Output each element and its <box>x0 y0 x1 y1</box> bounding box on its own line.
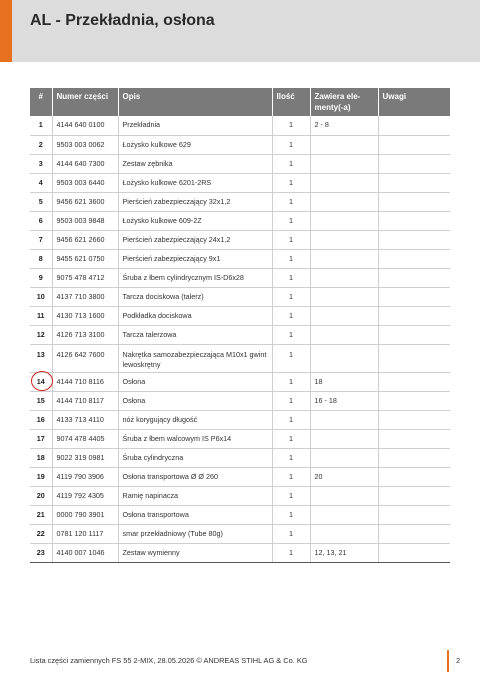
cell-description: smar przekładniowy (Tube 80g) <box>118 524 272 543</box>
table-row <box>30 410 450 429</box>
table-row <box>30 524 450 543</box>
page-header <box>0 0 480 62</box>
cell-row-num: 23 <box>30 543 52 562</box>
cell-description: Ramię napinacza <box>118 486 272 505</box>
cell-contains <box>310 154 378 173</box>
cell-contains <box>310 173 378 192</box>
cell-notes <box>378 391 450 410</box>
page-title: AL - Przekładnia, osłona <box>30 12 215 29</box>
cell-part-number: 9022 319 0981 <box>52 448 118 467</box>
table-row <box>30 391 450 410</box>
cell-row-num: 22 <box>30 524 52 543</box>
cell-quantity: 1 <box>272 268 310 287</box>
cell-description: Tarcza talerzowa <box>118 325 272 344</box>
cell-notes <box>378 410 450 429</box>
cell-contains: 18 <box>310 372 378 391</box>
cell-quantity: 1 <box>272 249 310 268</box>
cell-notes <box>378 306 450 325</box>
cell-part-number: 4126 642 7600 <box>52 344 118 372</box>
cell-part-number: 9503 003 6440 <box>52 173 118 192</box>
cell-contains <box>310 505 378 524</box>
cell-description: Osłona <box>118 372 272 391</box>
table-row <box>30 325 450 344</box>
cell-part-number: 4144 710 8117 <box>52 391 118 410</box>
cell-notes <box>378 344 450 372</box>
circled-item-number <box>37 377 45 387</box>
page-number: 2 <box>456 656 461 665</box>
table-row <box>30 306 450 325</box>
cell-description: Pierścień zabezpieczający 24x1,2 <box>118 230 272 249</box>
cell-part-number: 4137 710 3800 <box>52 287 118 306</box>
cell-contains <box>310 344 378 372</box>
cell-row-num: 9 <box>30 268 52 287</box>
cell-description: Osłona <box>118 391 272 410</box>
table-row <box>30 467 450 486</box>
cell-contains <box>310 249 378 268</box>
cell-description: nóż korygujący długość <box>118 410 272 429</box>
cell-description: Śruba cylindryczna <box>118 448 272 467</box>
table-row <box>30 192 450 211</box>
cell-row-num: 4 <box>30 173 52 192</box>
table-row <box>30 486 450 505</box>
cell-quantity: 1 <box>272 325 310 344</box>
table-row <box>30 505 450 524</box>
cell-notes <box>378 467 450 486</box>
cell-description: Pierścień zabezpieczający 9x1 <box>118 249 272 268</box>
table-row <box>30 135 450 154</box>
cell-contains <box>310 287 378 306</box>
table-header-row <box>30 88 450 116</box>
cell-notes <box>378 192 450 211</box>
cell-row-num: 12 <box>30 325 52 344</box>
table-row <box>30 344 450 372</box>
cell-notes <box>378 173 450 192</box>
cell-part-number: 4119 790 3906 <box>52 467 118 486</box>
cell-part-number: 9503 003 0062 <box>52 135 118 154</box>
cell-part-number: 9074 478 4405 <box>52 429 118 448</box>
cell-description: Tarcza dociskowa (talerz) <box>118 287 272 306</box>
table-row <box>30 543 450 562</box>
cell-description: Śruba z łbem walcowym IS P6x14 <box>118 429 272 448</box>
table-row <box>30 249 450 268</box>
cell-row-num: 7 <box>30 230 52 249</box>
cell-contains: 16 - 18 <box>310 391 378 410</box>
accent-bar <box>0 0 12 62</box>
cell-contains <box>310 230 378 249</box>
column-header-description: Opis <box>118 88 272 116</box>
cell-notes <box>378 372 450 391</box>
cell-quantity: 1 <box>272 287 310 306</box>
cell-notes <box>378 249 450 268</box>
cell-quantity: 1 <box>272 391 310 410</box>
cell-part-number: 9503 003 9848 <box>52 211 118 230</box>
cell-row-num: 16 <box>30 410 52 429</box>
cell-quantity: 1 <box>272 372 310 391</box>
column-header-contains: Zawiera ele- menty(-a) <box>310 88 378 116</box>
cell-quantity: 1 <box>272 344 310 372</box>
cell-notes <box>378 154 450 173</box>
cell-notes <box>378 486 450 505</box>
cell-part-number: 9456 621 2660 <box>52 230 118 249</box>
cell-part-number: 4144 640 0100 <box>52 116 118 135</box>
table-row <box>30 372 450 391</box>
cell-description: Osłona transportowa <box>118 505 272 524</box>
cell-part-number: 9456 621 3600 <box>52 192 118 211</box>
cell-notes <box>378 116 450 135</box>
cell-part-number: 4126 713 3100 <box>52 325 118 344</box>
cell-notes <box>378 211 450 230</box>
cell-quantity: 1 <box>272 505 310 524</box>
cell-quantity: 1 <box>272 135 310 154</box>
cell-description: Łożysko kulkowe 609-2Z <box>118 211 272 230</box>
cell-quantity: 1 <box>272 211 310 230</box>
cell-part-number: 0781 120 1117 <box>52 524 118 543</box>
cell-quantity: 1 <box>272 524 310 543</box>
cell-part-number: 9075 478 4712 <box>52 268 118 287</box>
cell-part-number: 9455 621 0750 <box>52 249 118 268</box>
cell-row-num: 20 <box>30 486 52 505</box>
cell-notes <box>378 543 450 562</box>
cell-contains <box>310 524 378 543</box>
table-row <box>30 211 450 230</box>
table-row <box>30 287 450 306</box>
cell-notes <box>378 429 450 448</box>
cell-quantity: 1 <box>272 173 310 192</box>
table-row <box>30 268 450 287</box>
row-number-label: 14 <box>36 376 45 386</box>
cell-notes <box>378 230 450 249</box>
cell-quantity: 1 <box>272 230 310 249</box>
footer-divider <box>447 650 449 672</box>
cell-quantity: 1 <box>272 116 310 135</box>
cell-quantity: 1 <box>272 429 310 448</box>
cell-description: Łożysko kulkowe 629 <box>118 135 272 154</box>
cell-contains <box>310 211 378 230</box>
cell-contains <box>310 429 378 448</box>
cell-quantity: 1 <box>272 306 310 325</box>
cell-notes <box>378 287 450 306</box>
table-row <box>30 230 450 249</box>
cell-row-num: 10 <box>30 287 52 306</box>
cell-description: Przekładnia <box>118 116 272 135</box>
cell-part-number: 4144 710 8116 <box>52 372 118 391</box>
cell-row-num: 18 <box>30 448 52 467</box>
cell-description: Osłona transportowa Ø Ø 260 <box>118 467 272 486</box>
cell-row-num: 6 <box>30 211 52 230</box>
cell-description: Nakrętka samozabezpieczająca M10x1 gwint lewoskrętny <box>118 344 272 372</box>
cell-part-number: 4130 713 1600 <box>52 306 118 325</box>
cell-quantity: 1 <box>272 410 310 429</box>
cell-row-num: 2 <box>30 135 52 154</box>
column-header-part-number: Numer części <box>52 88 118 116</box>
cell-description: Zestaw wymienny <box>118 543 272 562</box>
table-row <box>30 154 450 173</box>
cell-quantity: 1 <box>272 154 310 173</box>
cell-contains <box>310 448 378 467</box>
cell-notes <box>378 325 450 344</box>
table-row <box>30 429 450 448</box>
cell-row-num: 3 <box>30 154 52 173</box>
cell-contains <box>310 486 378 505</box>
cell-notes <box>378 505 450 524</box>
cell-description: Śruba z łbem cylindrycznym IS-D6x28 <box>118 268 272 287</box>
cell-description: Łożysko kulkowe 6201-2RS <box>118 173 272 192</box>
cell-row-num: 11 <box>30 306 52 325</box>
cell-notes <box>378 448 450 467</box>
cell-description: Pierścień zabezpieczający 32x1,2 <box>118 192 272 211</box>
table-row <box>30 173 450 192</box>
cell-part-number: 4144 640 7300 <box>52 154 118 173</box>
cell-notes <box>378 135 450 154</box>
cell-notes <box>378 524 450 543</box>
table-row <box>30 116 450 135</box>
cell-contains: 12, 13, 21 <box>310 543 378 562</box>
cell-quantity: 1 <box>272 543 310 562</box>
cell-contains <box>310 268 378 287</box>
cell-contains <box>310 410 378 429</box>
cell-row-num: 21 <box>30 505 52 524</box>
cell-quantity: 1 <box>272 467 310 486</box>
cell-quantity: 1 <box>272 192 310 211</box>
parts-table <box>30 88 450 563</box>
cell-contains: 2 - 8 <box>310 116 378 135</box>
cell-row-num: 5 <box>30 192 52 211</box>
footer-text: Lista części zamiennych FS 55 2-MIX, 28.05.2026 © ANDREAS STIHL AG & Co. KG <box>30 656 308 665</box>
cell-part-number: 4119 792 4305 <box>52 486 118 505</box>
cell-contains <box>310 192 378 211</box>
cell-row-num: 15 <box>30 391 52 410</box>
cell-description: Podkładka dociskowa <box>118 306 272 325</box>
cell-row-num: 17 <box>30 429 52 448</box>
cell-contains <box>310 306 378 325</box>
cell-part-number: 4140 007 1046 <box>52 543 118 562</box>
cell-notes <box>378 268 450 287</box>
cell-row-num: 19 <box>30 467 52 486</box>
cell-quantity: 1 <box>272 448 310 467</box>
column-header-notes: Uwagi <box>378 88 450 116</box>
cell-description: Zestaw zębnika <box>118 154 272 173</box>
cell-row-num: 8 <box>30 249 52 268</box>
cell-row-num <box>30 372 52 391</box>
cell-quantity: 1 <box>272 486 310 505</box>
table-row <box>30 448 450 467</box>
cell-contains: 20 <box>310 467 378 486</box>
column-header-num: # <box>30 88 52 116</box>
red-circle-annotation <box>31 371 53 391</box>
column-header-quantity: Ilość <box>272 88 310 116</box>
cell-row-num: 13 <box>30 344 52 372</box>
cell-row-num: 1 <box>30 116 52 135</box>
cell-contains <box>310 325 378 344</box>
cell-part-number: 0000 790 3901 <box>52 505 118 524</box>
cell-part-number: 4133 713 4110 <box>52 410 118 429</box>
cell-contains <box>310 135 378 154</box>
